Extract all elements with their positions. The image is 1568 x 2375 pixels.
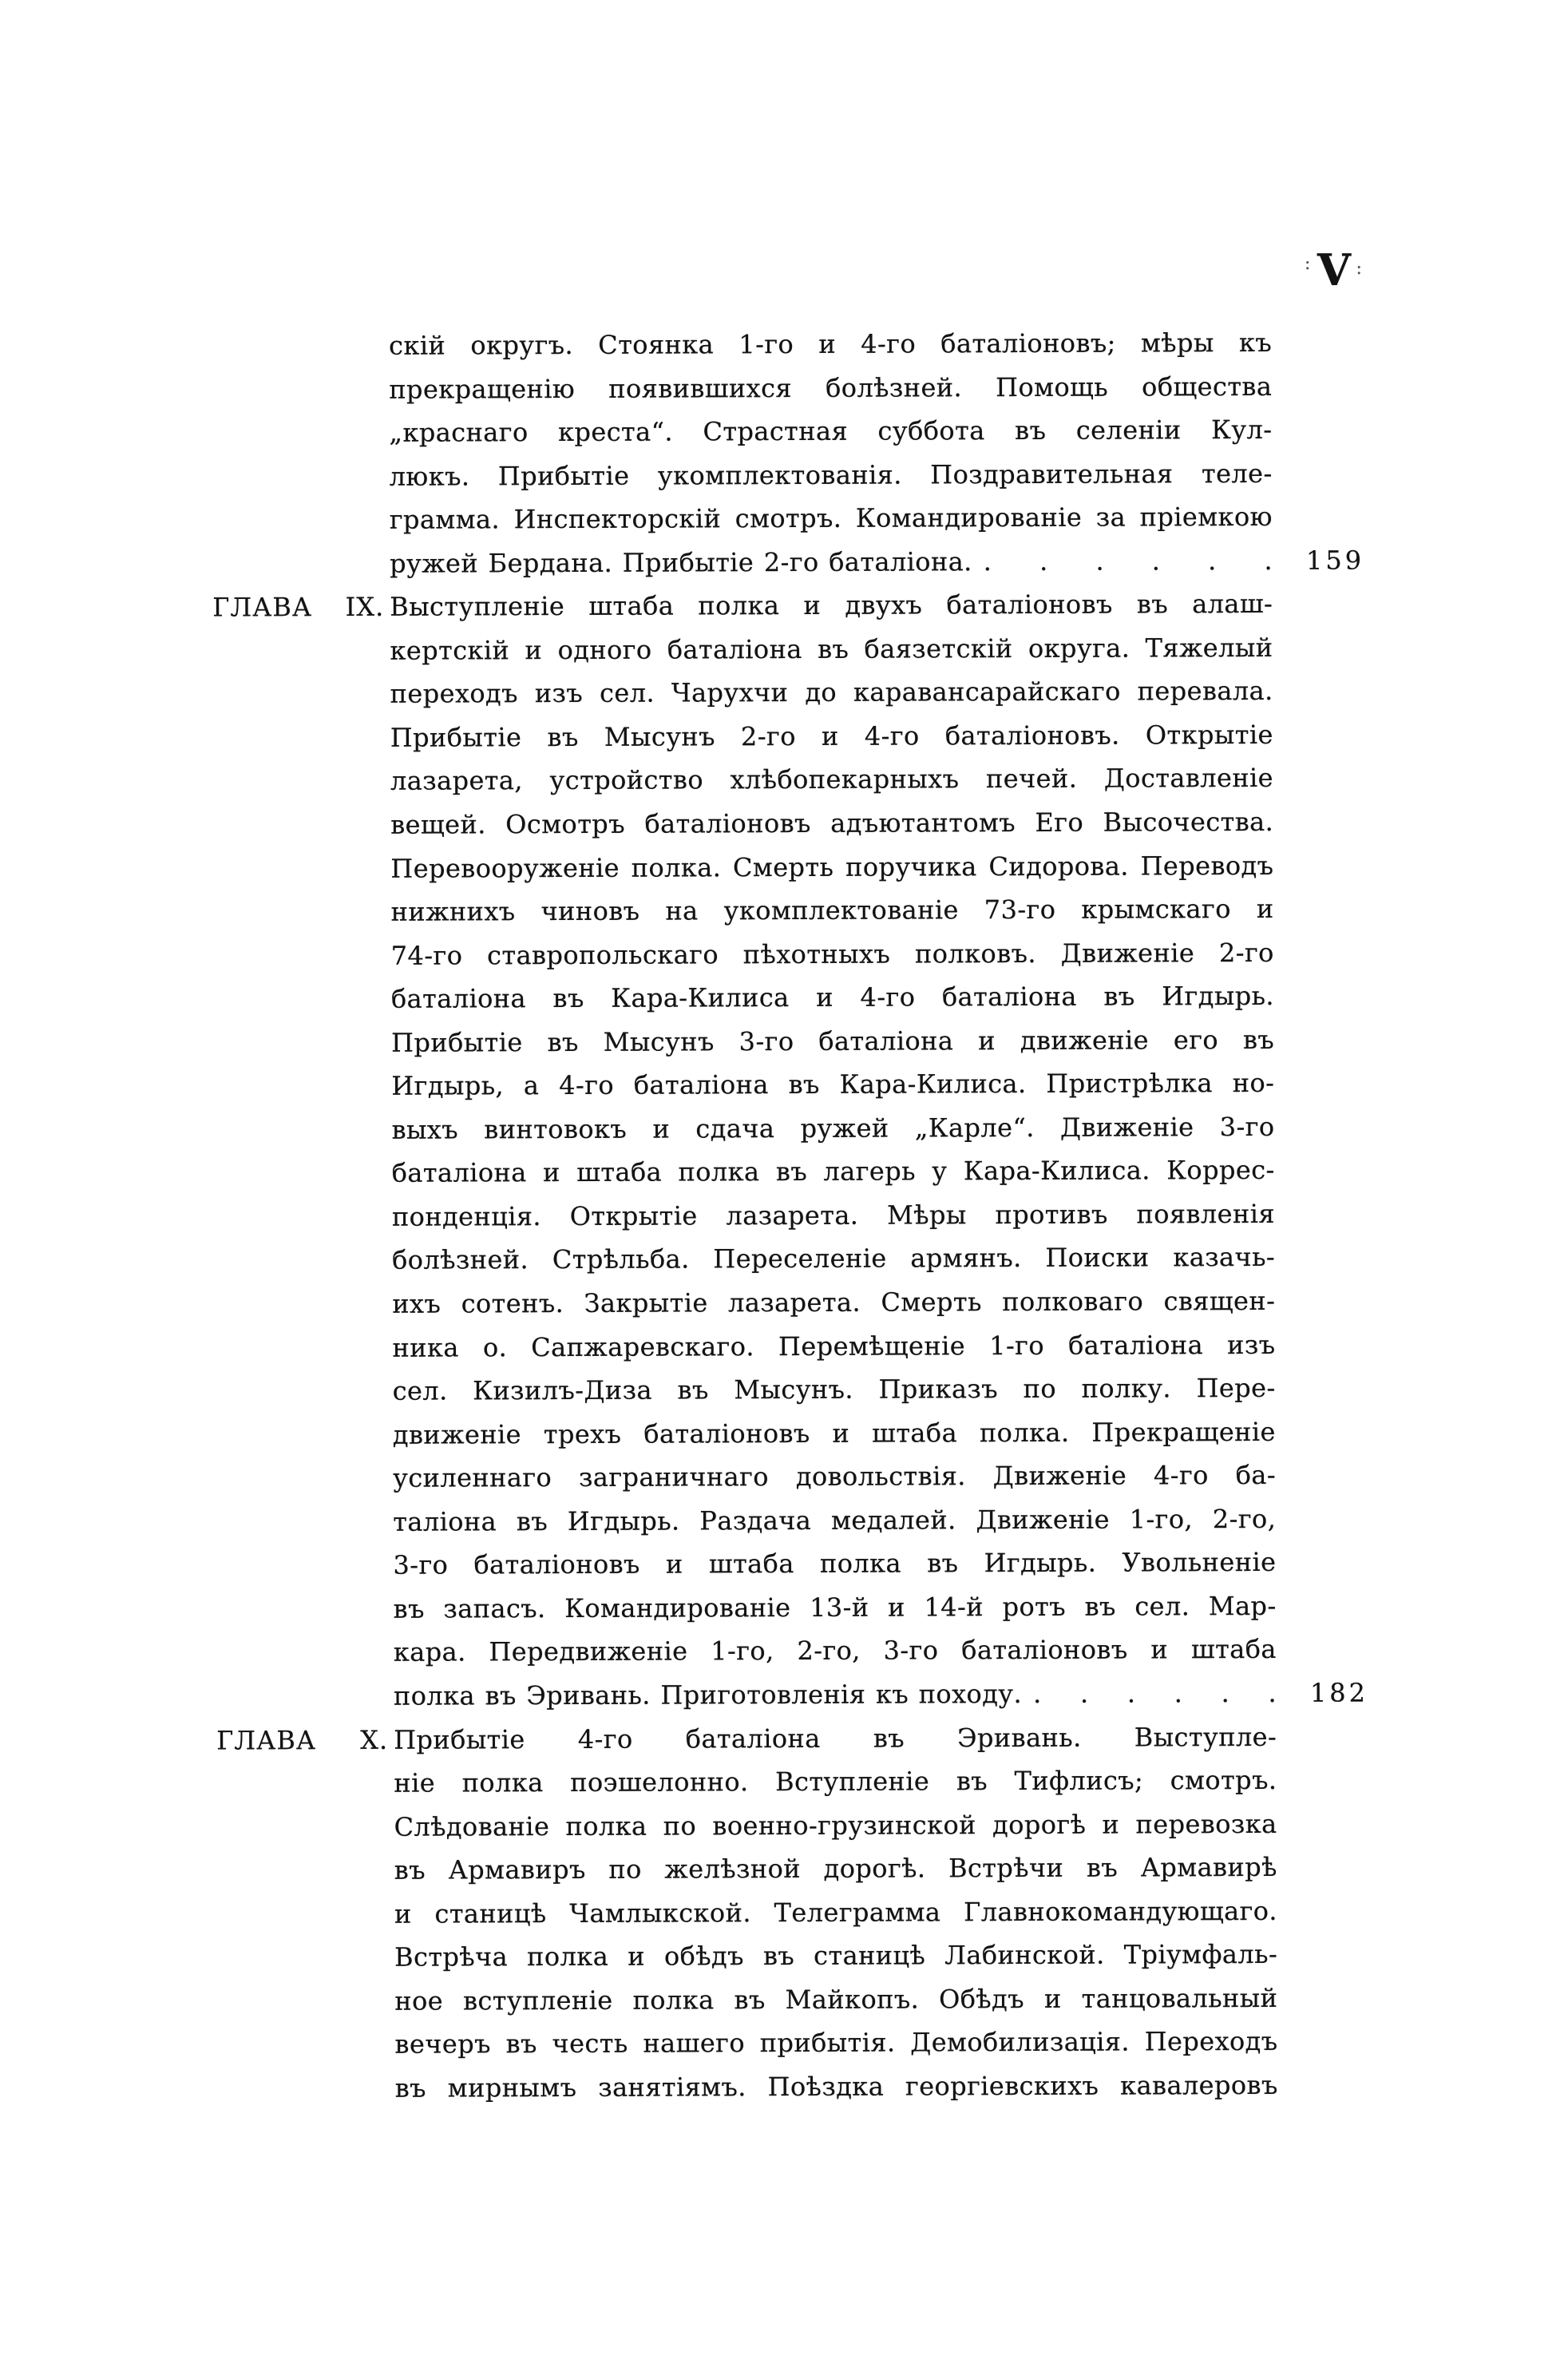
toc-line-text: ружей Бердана. Прибытіе 2-го баталіона.	[389, 545, 972, 579]
toc-line: Слѣдованіе полка по военно-грузинской дорогѣ и перевозка	[394, 1808, 1277, 1842]
toc-leader-line	[390, 538, 1364, 585]
toc-line: „краснаго креста“. Страстная суббота въ селеніи Кул-	[389, 414, 1273, 448]
toc-line: и станицѣ Чамлыкской. Телеграмма Главнокомандующаго.	[394, 1895, 1278, 1929]
entry-body	[390, 582, 1369, 1718]
toc-entry	[212, 582, 1382, 1719]
toc-line: скій округъ. Стоянка 1-го и 4-го баталіоновъ; мѣры къ	[389, 327, 1273, 361]
toc-line: Прибытіе въ Мысунъ 2-го и 4-го баталіоновъ. Открытіе	[390, 719, 1273, 753]
dot-leader-icon: . . . . . .	[983, 545, 1273, 577]
toc-line-text: полка въ Эривань. Приготовленія къ походу.	[393, 1678, 1023, 1711]
toc-leader-line	[394, 1671, 1368, 1718]
toc-line: баталіона и штаба полка въ лагерь у Кара-Килиса. Коррес-	[391, 1155, 1275, 1189]
toc-line: Игдырь, а 4-го баталіона въ Кара-Килиса. Пристрѣлка но-	[391, 1068, 1275, 1102]
toc-line: Прибытіе въ Мысунъ 3-го баталіона и движеніе его въ	[391, 1024, 1275, 1058]
entry-body	[394, 1715, 1278, 2110]
page-ref: 159	[1305, 545, 1365, 576]
folio-page-number: : V :	[1317, 244, 1352, 295]
toc-line: 3-го баталіоновъ и штаба полка въ Игдырь. Увольненіе	[393, 1547, 1277, 1581]
toc-line: ника о. Сапжаревскаго. Перемѣщеніе 1-го баталіона изъ	[392, 1329, 1276, 1363]
toc-line: таліона въ Игдырь. Раздача медалей. Движеніе 1-го, 2-го,	[393, 1503, 1277, 1537]
toc-line: Выступленіе штаба полка и двухъ баталіоновъ въ алаш-	[390, 589, 1273, 623]
toc-line: Прибытіе 4-го баталіона въ Эривань. Выступле-	[394, 1721, 1277, 1755]
chapter-label: ГЛАВА IX.	[212, 592, 385, 623]
toc-line: прекращенію появившихся болѣзней. Помощь общества	[389, 371, 1273, 405]
toc-line: баталіона въ Кара-Килиса и 4-го баталіона въ Игдырь.	[390, 981, 1275, 1014]
table-of-contents	[212, 320, 1384, 2111]
toc-line: въ запасъ. Командированіе 13-й и 14-й ротъ въ сел. Мар-	[393, 1590, 1277, 1624]
toc-line: люкъ. Прибытіе укомплектованія. Поздравительная теле-	[389, 458, 1273, 492]
toc-line: лазарета, устройство хлѣбопекарныхъ печей. Доставленіе	[390, 763, 1274, 797]
toc-line: болѣзней. Стрѣльба. Переселеніе армянъ. Поиски казачь-	[392, 1242, 1276, 1276]
toc-line: понденція. Открытіе лазарета. Мѣры противъ появленія	[391, 1198, 1275, 1232]
toc-line: переходъ изъ сел. Чарухчи до каравансарайскаго перевала.	[390, 676, 1273, 710]
toc-line: усиленнаго заграничнаго довольствія. Движеніе 4-го ба-	[392, 1460, 1277, 1493]
toc-line: ное вступленіе полка въ Майкопъ. Обѣдъ и танцовальный	[394, 1982, 1278, 2016]
toc-entry	[216, 1715, 1384, 2111]
toc-line: выхъ винтовокъ и сдача ружей „Карле“. Движеніе 3-го	[391, 1111, 1275, 1145]
toc-line: вещей. Осмотръ баталіоновъ адъютантомъ Его Высочества.	[390, 806, 1274, 840]
toc-line: Встрѣча полка и обѣдъ въ станицѣ Лабинской. Тріумфаль-	[394, 1939, 1278, 1973]
entry-body	[389, 321, 1365, 585]
page-ref: 182	[1309, 1677, 1369, 1708]
toc-line: сел. Кизилъ-Диза въ Мысунъ. Приказъ по полку. Пере-	[392, 1373, 1276, 1406]
toc-line: ихъ сотенъ. Закрытіе лазарета. Смерть полковаго священ-	[392, 1285, 1276, 1319]
toc-line: 74-го ставропольскаго пѣхотныхъ полковъ. Движеніе 2-го	[390, 937, 1274, 971]
chapter-label: ГЛАВА X.	[216, 1724, 389, 1756]
toc-line: кертскій и одного баталіона въ баязетскій округа. Тяжелый	[390, 632, 1273, 666]
toc-line: въ Армавиръ по желѣзной дорогѣ. Встрѣчи въ Армавирѣ	[394, 1852, 1277, 1885]
toc-line: нижнихъ чиновъ на укомплектованіе 73-го крымскаго и	[390, 894, 1274, 927]
toc-line: въ мирнымъ занятіямъ. Поѣздка георгіевскихъ кавалеровъ	[394, 2069, 1278, 2103]
toc-line: ніе полка поэшелонно. Вступленіе въ Тифлисъ; смотръ.	[394, 1764, 1277, 1798]
toc-line: Перевооруженіе полка. Смерть поручика Сидорова. Переводъ	[390, 850, 1274, 884]
toc-line: движеніе трехъ баталіоновъ и штаба полка. Прекращеніе	[392, 1416, 1276, 1450]
toc-line: кара. Передвиженіе 1-го, 2-го, 3-го баталіоновъ и штаба	[393, 1634, 1277, 1668]
dot-leader-icon: . . . . . .	[1033, 1677, 1277, 1709]
toc-line: вечеръ въ честь нашего прибытія. Демобилизація. Переходъ	[394, 2026, 1278, 2060]
toc-line: грамма. Инспекторскій смотръ. Командированіе за пріемкою	[389, 502, 1273, 535]
toc-entry	[212, 320, 1378, 585]
